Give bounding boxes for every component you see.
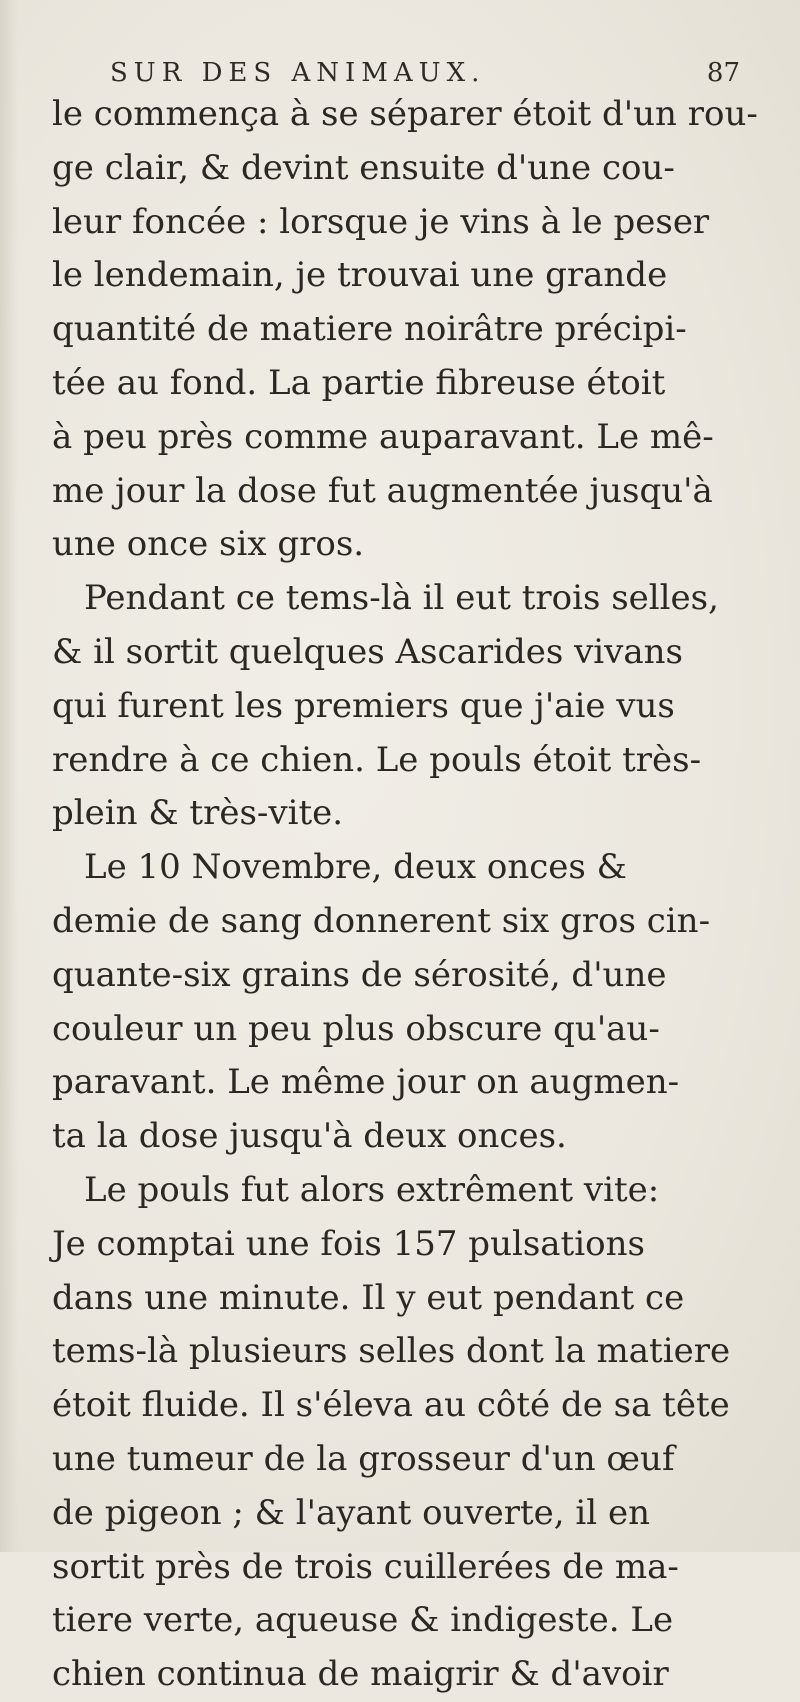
text-line: tée au fond. La partie fibreuse étoit — [52, 362, 666, 403]
text-line: couleur un peu plus obscure qu'au- — [52, 1008, 660, 1049]
paragraph-start-line: Le 10 Novembre, deux onces & — [84, 847, 627, 888]
text-line: chien continua de maigrir & d'avoir — [52, 1654, 669, 1695]
text-line: & il sortit quelques Ascarides vivans — [52, 631, 683, 672]
paragraph-start-line: Pendant ce tems-là il eut trois selles, — [84, 578, 719, 619]
text-line: quantité de matiere noirâtre précipi- — [52, 309, 687, 350]
text-line: rendre à ce chien. Le pouls étoit très- — [52, 739, 702, 780]
paragraph-start-line: Le pouls fut alors extrêment vite: — [84, 1169, 660, 1210]
text-line: qui furent les premiers que j'aie vus — [52, 685, 675, 726]
text-line: ge clair, & devint ensuite d'une cou- — [52, 147, 675, 188]
text-line: le commença à se séparer étoit d'un rou- — [52, 94, 758, 134]
text-line: Je comptai une fois 157 pulsations — [52, 1223, 645, 1264]
page-number: 87 — [706, 58, 740, 88]
text-line: tems-là plusieurs selles dont la matiere — [52, 1331, 731, 1372]
body-text — [52, 88, 782, 1702]
text-line: me jour la dose fut augmentée jusqu'à — [52, 470, 713, 511]
text-line: plein & très-vite. — [52, 793, 344, 834]
text-line: une tumeur de la grosseur d'un œuf — [52, 1438, 675, 1479]
page-gutter-shadow — [0, 0, 18, 1552]
text-line: quante-six grains de sérosité, d'une — [52, 954, 667, 995]
text-line: leur foncée : lorsque je vins à le peser — [52, 201, 710, 242]
text-line: paravant. Le même jour on augmen- — [52, 1062, 680, 1103]
text-line: le lendemain, je trouvai une grande — [52, 255, 668, 296]
text-line: de pigeon ; & l'ayant ouverte, il en — [52, 1492, 650, 1533]
text-line: une once six gros. — [52, 524, 365, 565]
text-line: demie de sang donnerent six gros cin- — [52, 900, 711, 941]
text-line: dans une minute. Il y eut pendant ce — [52, 1277, 685, 1318]
text-line: ta la dose jusqu'à deux onces. — [52, 1116, 567, 1157]
text-line: à peu près comme auparavant. Le mê- — [52, 416, 714, 457]
text-line: sortit près de trois cuillerées de ma- — [52, 1546, 679, 1587]
text-line: étoit fluide. Il s'éleva au côté de sa tête — [52, 1385, 730, 1426]
running-title: SUR DES ANIMAUX. — [110, 58, 486, 88]
text-line: tiere verte, aqueuse & indigeste. Le — [52, 1600, 674, 1641]
